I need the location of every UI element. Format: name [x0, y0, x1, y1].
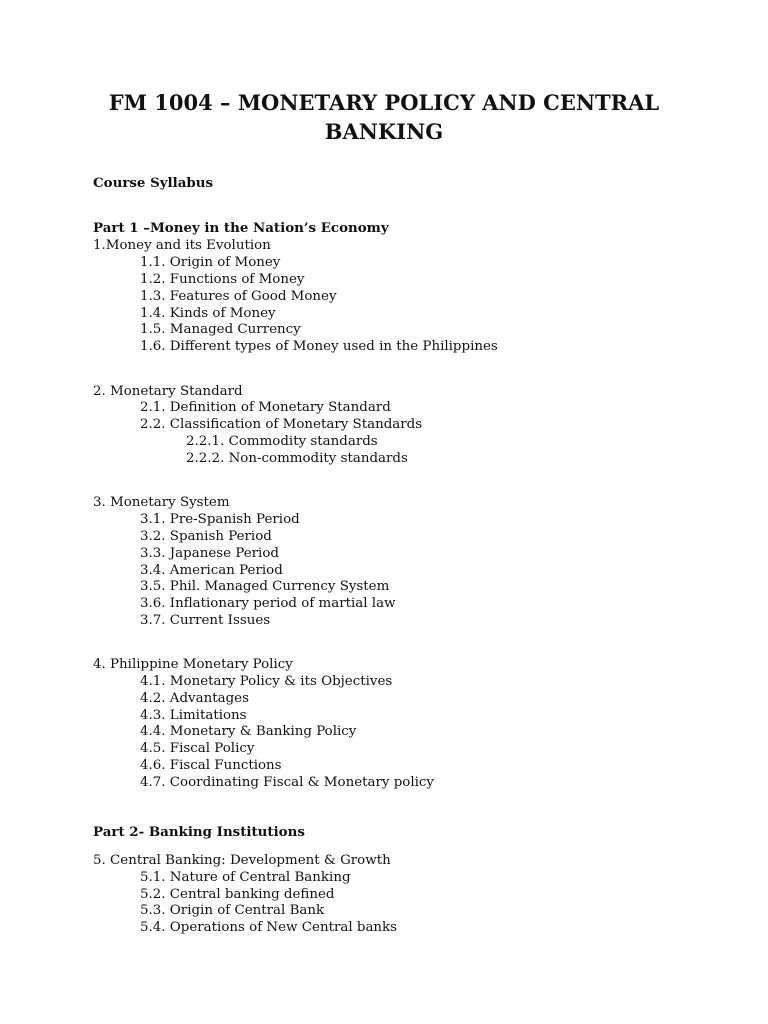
list-item: 4.3. Limitations	[140, 708, 247, 723]
list-item: 5.1. Nature of Central Banking	[140, 870, 351, 885]
list-item: 3.3. Japanese Period	[140, 546, 279, 561]
list-item: 1.6. Different types of Money used in the Philippines	[140, 339, 498, 354]
list-item: 5.4. Operations of New Central banks	[140, 920, 398, 935]
list-item: 4.1. Monetary Policy & its Objectives	[140, 674, 393, 689]
sub-list-item: 2.2.1. Commodity standards	[186, 434, 378, 449]
section-5-heading: 5. Central Banking: Development & Growth	[93, 853, 391, 868]
part-1-heading: Part 1 –Money in the Nation’s Economy	[93, 220, 389, 236]
section-4-heading: 4. Philippine Monetary Policy	[93, 657, 293, 672]
section-2-heading: 2. Monetary Standard	[93, 384, 243, 399]
sub-list-item: 2.2.2. Non-commodity standards	[186, 451, 408, 466]
section-3-heading: 3. Monetary System	[93, 495, 230, 510]
part-2-heading: Part 2- Banking Institutions	[93, 824, 305, 840]
list-item: 1.1. Origin of Money	[140, 255, 281, 270]
list-item: 5.3. Origin of Central Bank	[140, 903, 325, 918]
list-item: 3.2. Spanish Period	[140, 529, 272, 544]
list-item: 1.4. Kinds of Money	[140, 306, 276, 321]
list-item: 3.4. American Period	[140, 563, 283, 578]
list-item: 4.2. Advantages	[140, 691, 249, 706]
list-item: 4.7. Coordinating Fiscal & Monetary policy	[140, 775, 434, 790]
course-syllabus-heading: Course Syllabus	[93, 175, 214, 191]
list-item: 1.3. Features of Good Money	[140, 289, 337, 304]
list-item: 4.6. Fiscal Functions	[140, 758, 282, 773]
list-item: 4.4. Monetary & Banking Policy	[140, 724, 357, 739]
document-title: FM 1004 – MONETARY POLICY AND CENTRAL BANKING	[108, 90, 660, 144]
list-item: 3.1. Pre-Spanish Period	[140, 512, 300, 527]
list-item: 3.5. Phil. Managed Currency System	[140, 579, 390, 594]
list-item: 4.5. Fiscal Policy	[140, 741, 255, 756]
list-item: 5.2. Central banking defined	[140, 887, 335, 902]
list-item: 2.2. Classification of Monetary Standards	[140, 417, 423, 432]
list-item: 1.2. Functions of Money	[140, 272, 305, 287]
section-1-heading: 1.Money and its Evolution	[93, 238, 271, 253]
list-item: 2.1. Definition of Monetary Standard	[140, 400, 391, 415]
list-item: 1.5. Managed Currency	[140, 322, 301, 337]
list-item: 3.7. Current Issues	[140, 613, 271, 628]
list-item: 3.6. Inflationary period of martial law	[140, 596, 396, 611]
